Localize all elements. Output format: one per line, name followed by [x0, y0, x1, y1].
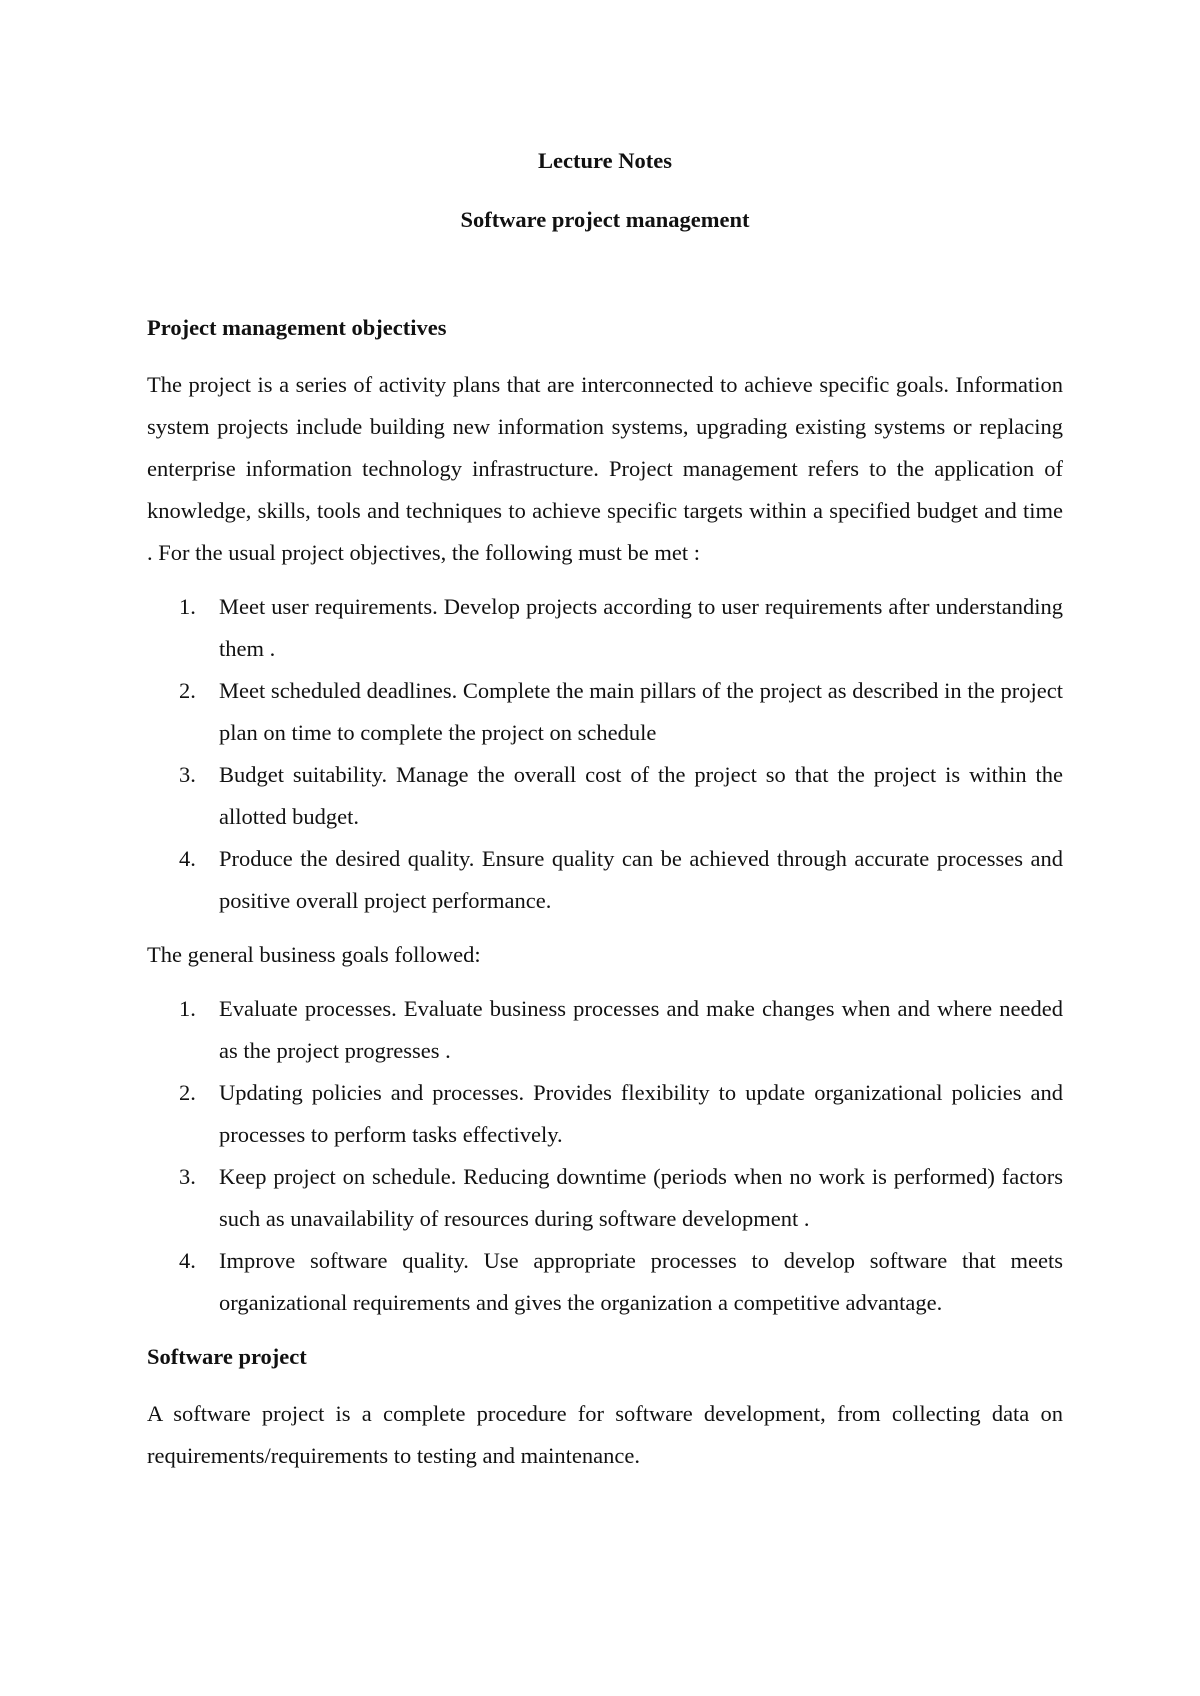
list-number: 3. — [179, 762, 196, 787]
list-item-text: Meet user requirements. Develop projects according to user requirements after understanding them . — [219, 594, 1063, 661]
objectives-paragraph: The project is a series of activity plans that are interconnected to achieve specific goals. Information system projects include building new information systems, upgrading existing systems or replacing enterprise information technology infrastructure. Project management refers to the application of knowledge, skills, tools and techniques to achieve specific targets within a specified budget and time . For the usual project objectives, the following must be met : — [147, 372, 1063, 565]
list-number: 1. — [179, 594, 196, 619]
list-item — [147, 1156, 1063, 1240]
objectives-list — [147, 586, 1063, 922]
list-item-text: Meet scheduled deadlines. Complete the main pillars of the project as described in the project plan on time to complete the project on schedule — [219, 678, 1063, 745]
list-number: 4. — [179, 1248, 196, 1273]
list-number: 2. — [179, 1080, 196, 1105]
document-content — [147, 140, 1063, 1477]
list-item — [147, 838, 1063, 922]
business-goals-list — [147, 988, 1063, 1324]
section-heading-objectives: Project management objectives — [147, 315, 447, 340]
list-item-text: Improve software quality. Use appropriate processes to develop software that meets organizational requirements and gives the organization a competitive advantage. — [219, 1248, 1063, 1315]
list-item-text: Evaluate processes. Evaluate business processes and make changes when and where needed as the project progresses . — [219, 996, 1063, 1063]
list-number: 4. — [179, 846, 196, 871]
list-item — [147, 586, 1063, 670]
list-item-text: Budget suitability. Manage the overall cost of the project so that the project is within the allotted budget. — [219, 762, 1063, 829]
list-item — [147, 754, 1063, 838]
section-heading-software-project: Software project — [147, 1344, 307, 1369]
list-item-text: Keep project on schedule. Reducing downtime (periods when no work is performed) factors such as unavailability of resources during software development . — [219, 1164, 1063, 1231]
list-item — [147, 1240, 1063, 1324]
document-subtitle: Software project management — [460, 207, 750, 232]
business-goals-intro: The general business goals followed: — [147, 942, 481, 967]
list-number: 3. — [179, 1164, 196, 1189]
software-project-paragraph: A software project is a complete procedure for software development, from collecting data on requirements/requirements to testing and maintenance. — [147, 1401, 1063, 1468]
list-number: 1. — [179, 996, 196, 1021]
list-number: 2. — [179, 678, 196, 703]
list-item — [147, 988, 1063, 1072]
list-item-text: Updating policies and processes. Provides flexibility to update organizational policies and processes to perform tasks effectively. — [219, 1080, 1063, 1147]
list-item — [147, 670, 1063, 754]
list-item — [147, 1072, 1063, 1156]
list-item-text: Produce the desired quality. Ensure quality can be achieved through accurate processes and positive overall project performance. — [219, 846, 1063, 913]
document-title: Lecture Notes — [538, 148, 672, 173]
